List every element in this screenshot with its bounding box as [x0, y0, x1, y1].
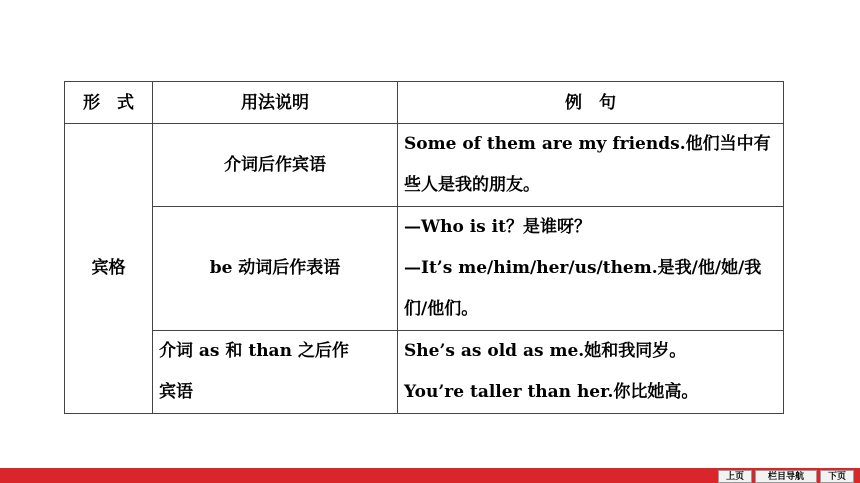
- example-line: —Who is it？是谁呀？: [404, 217, 591, 237]
- example-cell: [398, 331, 784, 414]
- example-line: 们/他们。: [404, 299, 479, 319]
- usage-line: 宾语: [159, 382, 193, 402]
- table-header-row: [65, 82, 784, 124]
- usage-line: 介词 as 和 than 之后作: [159, 341, 349, 361]
- example-line: 些人是我的朋友。: [404, 175, 540, 195]
- table-row: [65, 124, 784, 207]
- header-form: 形 式: [65, 82, 153, 124]
- example-line: She’s as old as me.她和我同岁。: [404, 341, 687, 361]
- example-cell: [398, 207, 784, 331]
- usage-cell: be 动词后作表语: [153, 207, 398, 331]
- table-row: [65, 331, 784, 414]
- usage-cell: [153, 331, 398, 414]
- usage-cell: 介词后作宾语: [153, 124, 398, 207]
- example-line: Some of them are my friends.他们当中有: [404, 134, 771, 154]
- header-usage: 用法说明: [153, 82, 398, 124]
- table-row: [65, 207, 784, 331]
- prev-page-button[interactable]: 上页: [718, 470, 752, 483]
- section-nav-button[interactable]: 栏目导航: [755, 470, 817, 483]
- example-line: —It’s me/him/her/us/them.是我/他/她/我: [404, 258, 762, 278]
- next-page-button[interactable]: 下页: [820, 470, 854, 483]
- example-cell: [398, 124, 784, 207]
- header-example: 例 句: [398, 82, 784, 124]
- example-line: You’re taller than her.你比她高。: [404, 382, 699, 402]
- case-label-cell: 宾格: [65, 124, 153, 414]
- grammar-table: [64, 81, 784, 414]
